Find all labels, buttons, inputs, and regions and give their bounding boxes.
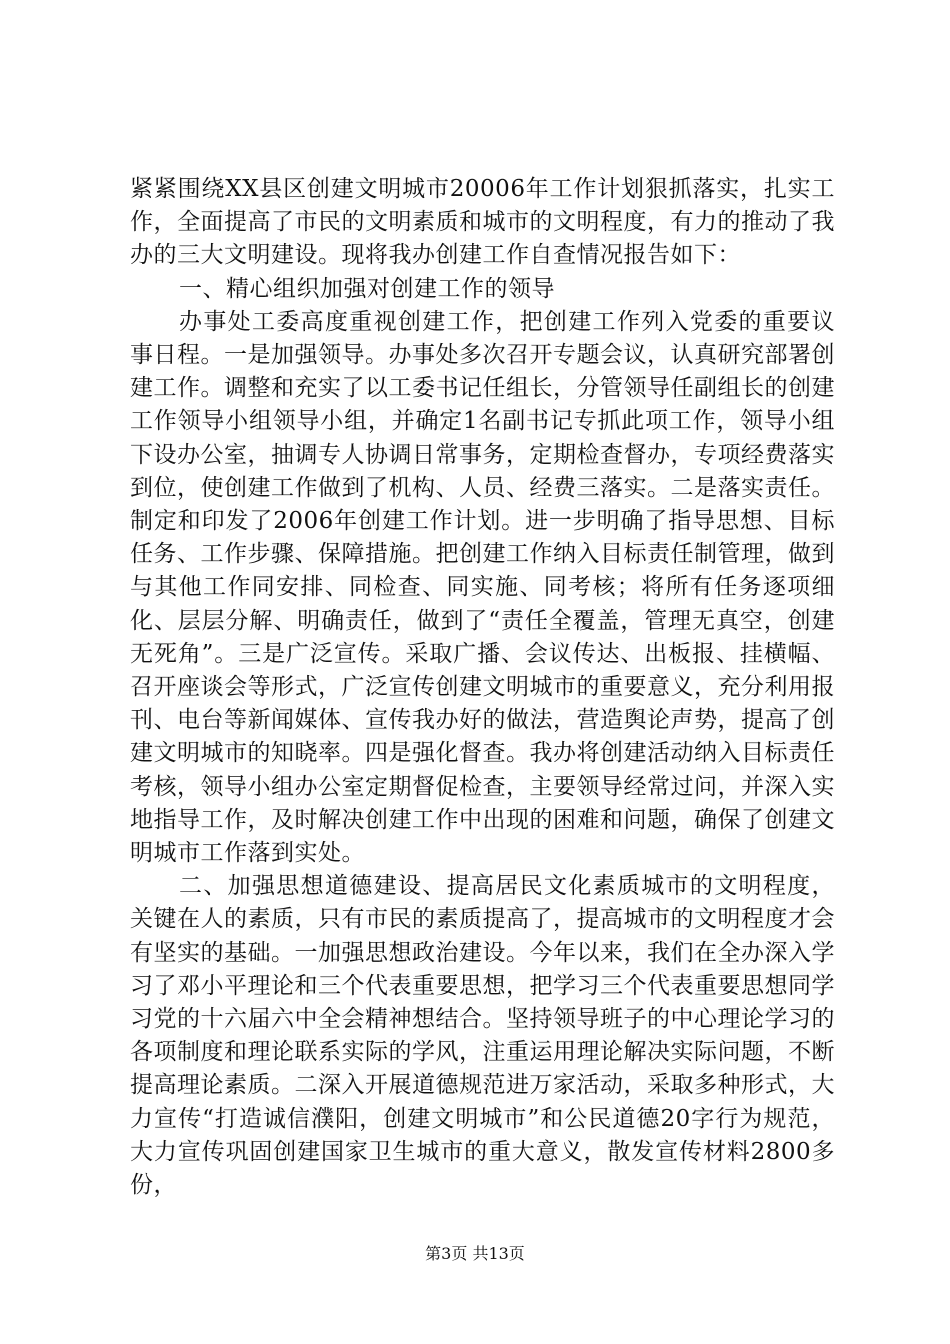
page-number-footer: 第3页 共13页 — [425, 1244, 525, 1263]
paragraph-intro: 紧紧围绕XX县区创建文明城市20006年工作计划狠抓落实，扎实工作，全面提高了市民的文明素质和城市的文明程度，有力的推动了我办的三大文明建设。现将我办创建工作自查情况报告如下： — [130, 176, 835, 269]
paragraph-section-1: 办事处工委高度重视创建工作，把创建工作列入党委的重要议事日程。一是加强领导。办事处多次召开专题会议，认真研究部署创建工作。调整和充实了以工委书记任组长，分管领导任副组长的创建工作领导小组领导小组，并确定1名副书记专抓此项工作，领导小组下设办公室，抽调专人协调日常事务，定期检查督办，专项经费落实到位，使创建工作做到了机构、人员、经费三落实。二是落实责任。制定和印发了2006年创建工作计划。进一步明确了指导思想、目标任务、工作步骤、保障措施。把创建工作纳入目标责任制管理，做到与其他工作同安排、同检查、同实施、同考核；将所有任务逐项细化、层层分解、明确责任，做到了“责任全覆盖，管理无真空，创建无死角”。三是广泛宣传。采取广播、会议传达、出板报、挂横幅、召开座谈会等形式，广泛宣传创建文明城市的重要意义，充分利用报刊、电台等新闻媒体、宣传我办好的做法，营造舆论声势，提高了创建文明城市的知晓率。四是强化督查。我办将创建活动纳入目标责任考核，领导小组办公室定期督促检查，主要领导经常过问，并深入实地指导工作，及时解决创建工作中出现的困难和问题，确保了创建文明城市工作落到实处。 — [130, 308, 835, 867]
section-heading-1: 一、精心组织加强对创建工作的领导 — [179, 275, 555, 302]
document-body — [130, 173, 835, 1202]
paragraph-section-2: 二、加强思想道德建设、提高居民文化素质城市的文明程度，关键在人的素质，只有市民的素质提高了，提高城市的文明程度才会有坚实的基础。一加强思想政治建设。今年以来，我们在全办深入学习了邓小平理论和三个代表重要思想，把学习三个代表重要思想同学习党的十六届六中全会精神想结合。坚持领导班子的中心理论学习的各项制度和理论联系实际的学风，注重运用理论解决实际问题，不断提高理论素质。二深入开展道德规范进万家活动，采取多种形式，大力宣传“打造诚信濮阳，创建文明城市”和公民道德20字行为规范，大力宣传巩固创建国家卫生城市的重大意义，散发宣传材料2800多份， — [130, 873, 835, 1199]
